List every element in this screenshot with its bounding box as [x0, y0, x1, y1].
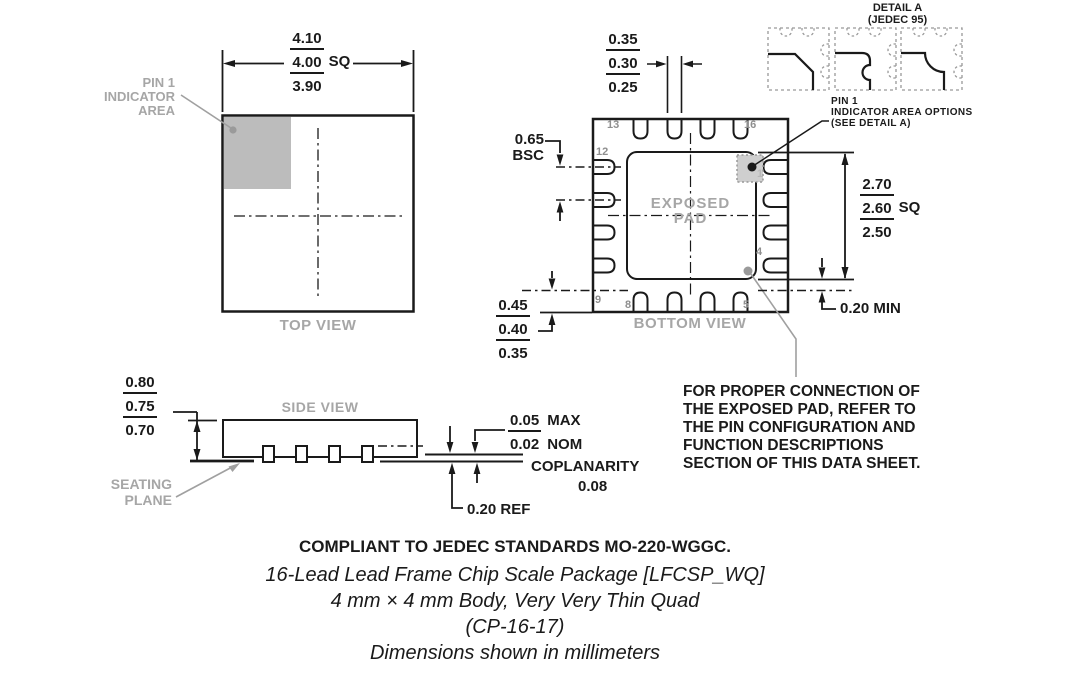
pin-label-13: 13: [607, 119, 620, 131]
dim-arrow-up: [842, 153, 849, 165]
dim-value-min: 3.90: [292, 78, 322, 95]
units-note: Dimensions shown in millimeters: [369, 642, 661, 664]
side-view-body: [223, 420, 417, 457]
dim-lead-thickness: 0.20 REF: [467, 501, 531, 518]
detail-a-title: DETAIL A (JEDEC 95): [867, 2, 928, 26]
note-line: SECTION OF THIS DATA SHEET.: [683, 455, 921, 472]
note-line: FUNCTION DESCRIPTIONS: [683, 437, 884, 454]
dim-arrow-up: [194, 421, 201, 432]
dim-arrow-down: [472, 442, 479, 453]
pin-label-16: 16: [744, 119, 757, 131]
dim-arrow-up: [449, 463, 456, 474]
side-view-leads: [263, 446, 373, 462]
dim-suffix: SQ: [328, 53, 351, 70]
pin1-options-label: PIN 1 INDICATOR AREA OPTIONS (SEE DETAIL A): [831, 96, 973, 129]
pin-label-1: 1: [757, 168, 764, 180]
side-view-drawing: [173, 412, 523, 508]
dim-arrow-up: [549, 314, 556, 326]
dim-arrow-up: [557, 201, 564, 212]
pin1-options-leader: [753, 121, 829, 166]
bottom-view-label: BOTTOM VIEW: [633, 315, 747, 332]
dim-arrow-down: [447, 442, 454, 453]
dim-body-width: [276, 30, 351, 100]
package-code: (CP-16-17): [465, 616, 565, 638]
detail-a-option-1: [768, 28, 829, 90]
dim-standoff: 0.05 MAX 0.02 NOM: [510, 412, 583, 453]
pin1-rounded-option: [901, 53, 944, 90]
top-view-label: TOP VIEW: [279, 317, 357, 334]
dim-arrow-up: [819, 291, 826, 302]
dim-arrow-left: [223, 60, 235, 67]
dim-value-nom: 4.00: [290, 55, 323, 74]
dim-arrow-right: [656, 61, 667, 68]
coplanarity-value: 0.08: [578, 478, 608, 495]
pin1-chamfer-option: [768, 54, 813, 90]
pin1-area-leader-dot: [229, 126, 236, 133]
pin-label-4: 4: [756, 246, 763, 258]
dim-lead-length-bracket: [538, 325, 552, 331]
exposed-pad-label: EXPOSED PAD: [650, 195, 731, 227]
dim-pitch: 0.65 BSC: [512, 131, 544, 164]
dim-exposed-pad: 2.70 2.60 SQ 2.50: [862, 176, 921, 241]
pitch-centerlines: [556, 167, 621, 200]
dim-arrow-down: [557, 155, 564, 166]
dim-clearance-bracket: [822, 303, 836, 310]
side-view-label: SIDE VIEW: [281, 399, 359, 415]
dim-arrow-down: [549, 279, 556, 290]
dim-arrow-left: [683, 61, 694, 68]
seating-plane-leader-arrow: [229, 463, 241, 472]
dim-lead-length: 0.45 0.40 0.35: [498, 297, 528, 362]
package-subtitle: 4 mm × 4 mm Body, Very Very Thin Quad: [330, 590, 700, 612]
package-title: 16-Lead Lead Frame Chip Scale Package [LFCSP_WQ]: [265, 564, 765, 586]
detail-a-option-3: [901, 28, 962, 90]
dim-arrow-up: [474, 463, 481, 474]
dim-lead-width-lines: [647, 56, 702, 113]
dim-arrow-right: [401, 60, 413, 67]
note-line: THE PIN CONFIGURATION AND: [683, 419, 916, 436]
exposed-pad-note: [683, 383, 920, 473]
seating-plane-label: SEATING PLANE: [110, 476, 172, 508]
pin1-notch-option: [835, 53, 870, 90]
detail-a-option-2: [835, 28, 896, 90]
dim-arrow-down: [819, 268, 826, 279]
dim-lead-width: 0.35 0.30 0.25: [608, 31, 638, 96]
jedec-compliance: COMPLIANT TO JEDEC STANDARDS MO-220-WGGC.: [299, 537, 731, 556]
pin-label-12: 12: [596, 146, 609, 158]
seating-plane-leader: [176, 466, 234, 497]
coplanarity-label: COPLANARITY: [531, 458, 640, 475]
note-line: FOR PROPER CONNECTION OF: [683, 383, 920, 400]
caption-block: [115, 536, 915, 666]
dim-pitch-bracket: [545, 141, 560, 153]
pin-label-9: 9: [595, 294, 602, 306]
pin1-indicator-area-label: PIN 1 INDICATOR AREA: [103, 75, 175, 118]
detail-a-drawing: [768, 28, 962, 90]
note-line: THE EXPOSED PAD, REFER TO: [683, 401, 916, 418]
dim-height: 0.80 0.75 0.70: [125, 374, 155, 439]
dim-value-max: 4.10: [290, 31, 323, 50]
pin-label-5: 5: [743, 299, 750, 311]
pin1-area-leader: [181, 95, 231, 128]
dim-pad-lines: [758, 153, 854, 280]
dim-arrow-down: [842, 267, 849, 279]
pin-label-8: 8: [625, 299, 632, 311]
dim-arrow-down: [194, 449, 201, 460]
dim-clearance: 0.20 MIN: [840, 300, 901, 317]
